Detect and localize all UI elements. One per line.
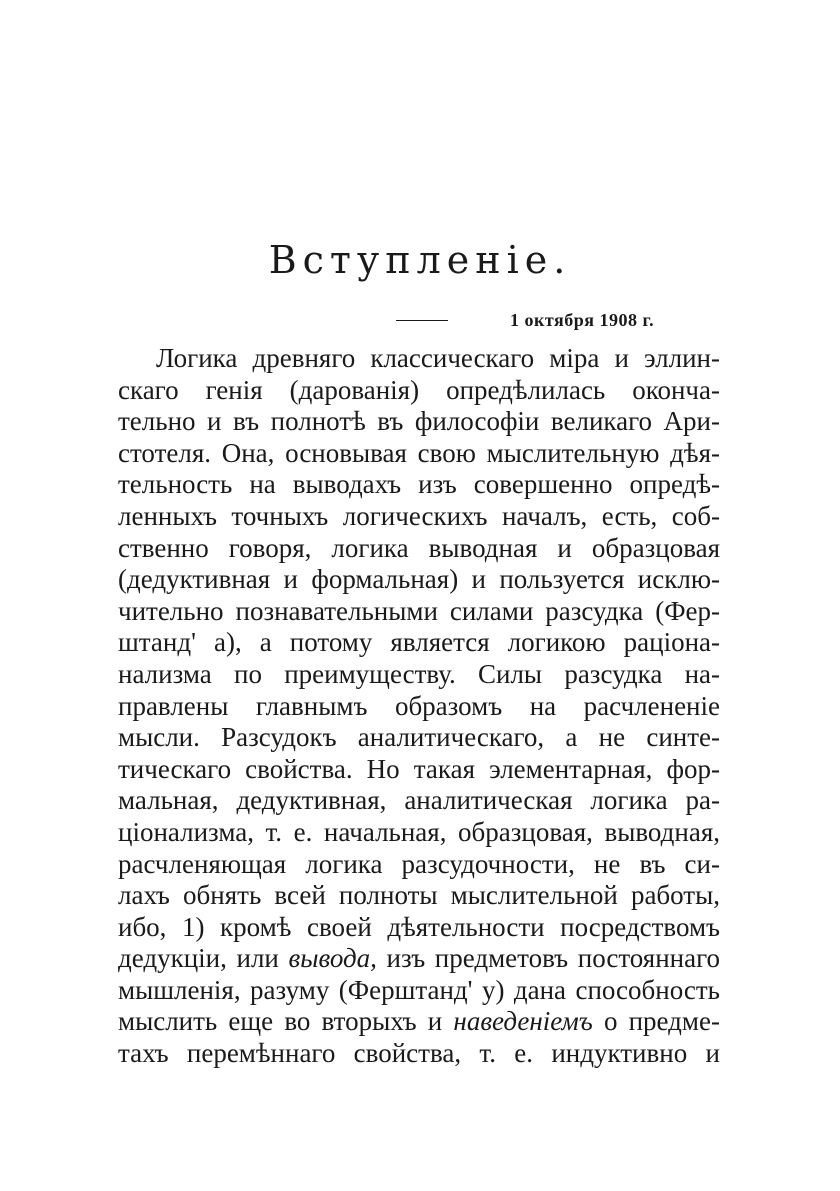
text-segment: штанд' а), а потому является логикою раціона- <box>118 627 720 658</box>
text-segment: ціонализма, т. е. начальная, образцовая, выводная, <box>118 816 720 847</box>
text-segment: ибо, 1) кромѣ своей дѣятельности посредствомъ <box>118 911 720 942</box>
text-segment: мыслить еще во вторыхъ и <box>118 1006 454 1037</box>
dateline-dash <box>396 320 448 321</box>
text-line <box>118 943 720 975</box>
emphasized-text: вывода, <box>288 943 377 974</box>
text-line <box>118 1038 720 1070</box>
text-line <box>118 817 720 849</box>
body-paragraph <box>118 343 720 1070</box>
text-line <box>118 912 720 944</box>
emphasized-text: наведеніемъ <box>453 1006 593 1037</box>
text-segment: тельность на выводахъ изъ совершенно опредѣ- <box>118 469 720 500</box>
text-segment: (дедуктивная и формальная) и пользуется исклю- <box>118 564 720 595</box>
text-line <box>118 785 720 817</box>
text-line <box>118 596 720 628</box>
text-segment: скаго генія (дарованія) опредѣлилась оконча- <box>118 374 720 405</box>
text-segment: дедукціи, или <box>118 943 289 974</box>
text-line <box>118 343 720 375</box>
text-segment: тахъ перемѣннаго свойства, т. е. индуктивно и <box>118 1038 720 1069</box>
text-line <box>118 849 720 881</box>
text-line <box>118 469 720 501</box>
text-segment: чительно познавательными силами разсудка (Фер- <box>118 595 720 626</box>
text-segment: мышленія, разуму (Ферштанд' у) дана способность <box>118 974 720 1005</box>
text-segment: стотеля. Она, основывая свою мыслительную дѣя- <box>118 437 720 468</box>
text-line <box>118 501 720 533</box>
dateline-date: 1 октября 1908 г. <box>510 310 655 330</box>
text-line <box>118 533 720 565</box>
text-segment: мальная, дедуктивная, аналитическая логика ра- <box>118 785 720 816</box>
text-line <box>118 1006 720 1038</box>
text-segment: тическаго свойства. Но такая элементарная, фор- <box>118 753 720 784</box>
text-line <box>118 659 720 691</box>
text-segment: о предме- <box>592 1006 720 1037</box>
text-segment: нализма по преимуществу. Силы разсудка на- <box>118 658 720 689</box>
dateline <box>396 310 666 334</box>
text-segment: ленныхъ точныхъ логическихъ началъ, есть, соб- <box>118 500 720 531</box>
text-line <box>118 406 720 438</box>
text-line <box>118 722 720 754</box>
text-line <box>118 627 720 659</box>
text-line <box>118 754 720 786</box>
text-segment: Логика древняго классическаго міра и эллин- <box>156 343 720 373</box>
text-segment: расчленяющая логика разсудочности, не въ си- <box>118 848 720 879</box>
text-segment: тельно и въ полнотѣ въ философіи великаго Ари- <box>118 406 720 437</box>
text-line <box>118 880 720 912</box>
text-line <box>118 975 720 1007</box>
text-segment: мысли. Разсудокъ аналитическаго, а не синте- <box>118 722 720 753</box>
text-line <box>118 691 720 723</box>
text-line <box>118 564 720 596</box>
text-segment: изъ предметовъ постояннаго <box>376 943 720 974</box>
section-heading: Вступленіе. <box>268 238 572 282</box>
text-line <box>118 438 720 470</box>
text-line <box>118 375 720 407</box>
text-segment: лахъ обнять всей полноты мыслительной работы, <box>118 880 720 911</box>
text-segment: правлены главнымъ образомъ на расчлененіе <box>118 690 720 721</box>
text-segment: ственно говоря, логика выводная и образцовая <box>118 532 720 563</box>
